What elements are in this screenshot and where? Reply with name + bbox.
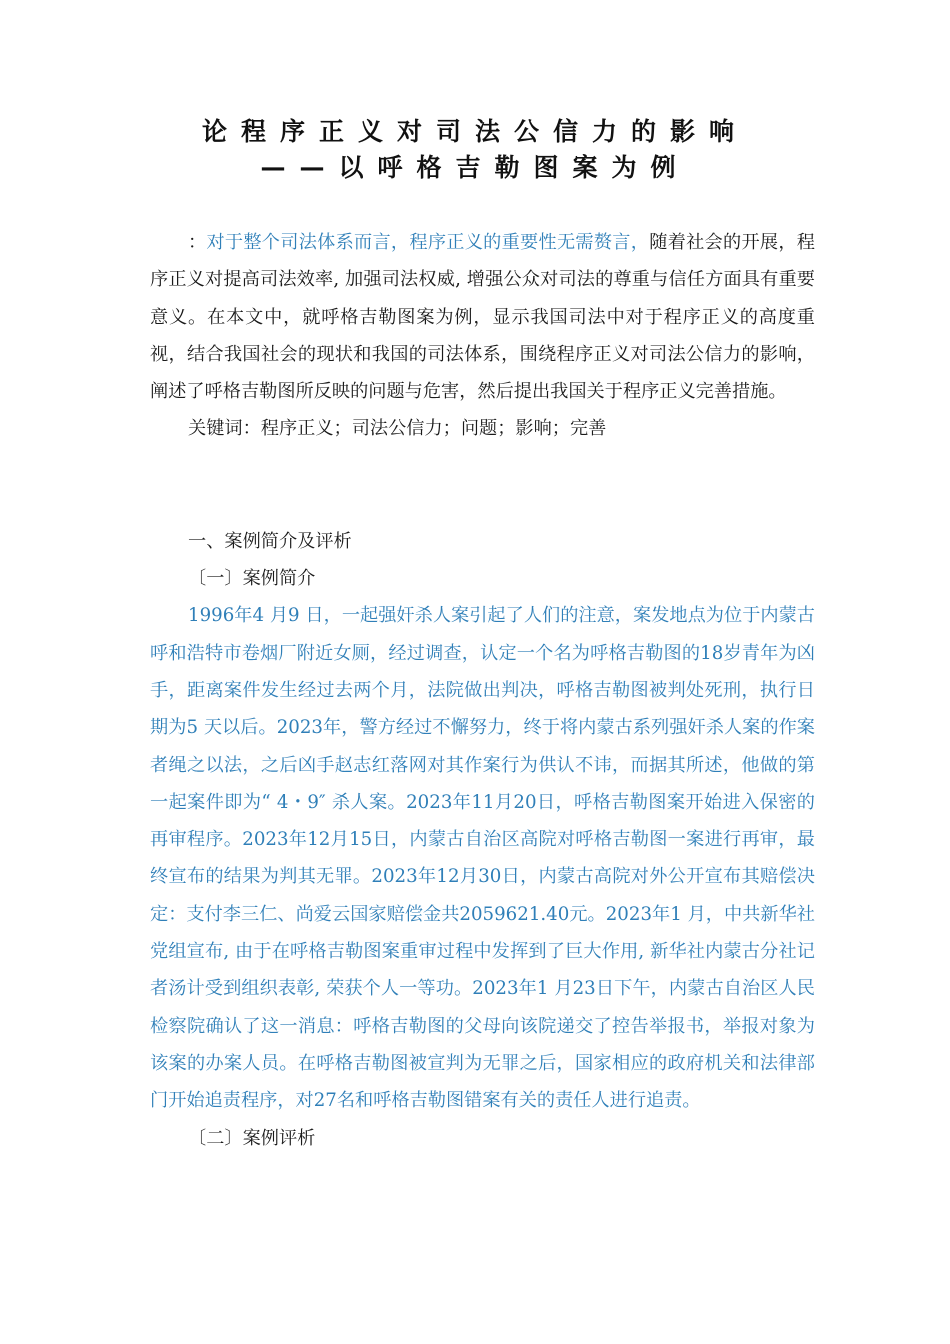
- subsection-heading-2: 〔二〕案例评析: [188, 1127, 316, 1149]
- keywords-line: 关键词：程序正义；司法公信力；问题；影响；完善: [188, 418, 607, 440]
- abstract-highlight: 对于整个司法体系而言，程序正义的重要性无需赘言，: [206, 232, 650, 253]
- document-body: [150, 224, 815, 1157]
- abstract-text: 随着社会的开展，程序正义对提高司法效率, 加强司法权威, 增强公众对司法的尊重与信任方面具有重要意义。在本文中，就呼格吉勒图案为例，显示我国司法中对于程序正义的高度重视，结合我国社会的现状和我国的司法体系，围绕程序正义对司法公信力的影响，阐述了呼格吉勒图所反映的问题与危害，然后提出我国关于程序正义完善措施。: [150, 232, 815, 403]
- document-subtitle: ——以呼格吉勒图案为例: [260, 153, 690, 182]
- abstract-paragraph: [150, 224, 815, 410]
- case-summary-paragraph: 1996年4 月9 日，一起强奸杀人案引起了人们的注意，案发地点为位于内蒙古呼和浩特市卷烟厂附近女厕，经过调查，认定一个名为呼格吉勒图的18岁青年为凶手，距离案件发生经过去两个月，法院做出判决，呼格吉勒图被判处死刑，执行日期为5 天以后。2023年，警方经过不懈努力，终于将内蒙古系列强奸杀人案的作案者绳之以法，之后凶手赵志红落网对其作案行为供认不讳，而据其所述，他做的第一起案件即为“ 4・9″ 杀人案。2023年11月20日，呼格吉勒图案开始进入保密的再审程序。2023年12月15日，内蒙古自治区高院对呼格吉勒图一案进行再审，最终宣布的结果为判其无罪。2023年12月30日，内蒙古高院对外公开宣布其赔偿决定：支付李三仁、尚爱云国家赔偿金共2059621.40元。2023年1 月，中共新华社党组宣布, 由于在呼格吉勒图案重审过程中发挥到了巨大作用, 新华社内蒙古分社记者汤计受到组织表彰, 荣获个人一等功。2023年1 月23日下午，内蒙古自治区人民检察院确认了这一消息：呼格吉勒图的父母向该院递交了控告举报书，举报对象为该案的办案人员。在呼格吉勒图被宣判为无罪之后，国家相应的政府机关和法律部门开始追责程序，对27名和呼格吉勒图错案有关的责任人进行追责。: [150, 605, 815, 1112]
- subsection-heading-1: 〔一〕案例简介: [188, 568, 316, 590]
- document-title: 论程序正义对司法公信力的影响: [201, 117, 748, 146]
- section-gap: [150, 448, 815, 523]
- abstract-marker: ：: [188, 232, 207, 253]
- section-heading: 一、案例简介及评析: [188, 530, 352, 552]
